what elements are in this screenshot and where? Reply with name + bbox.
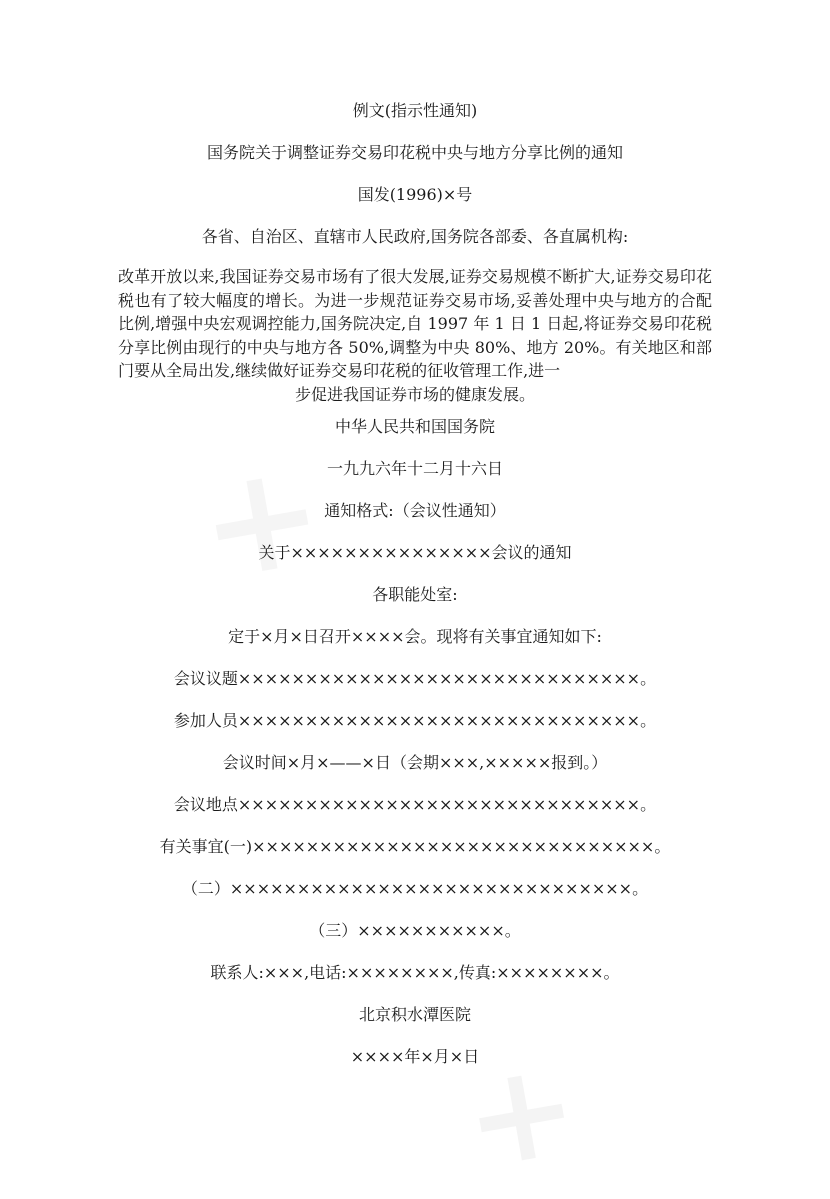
meeting-matters-2: （二）××××××××××××××××××××××××××××××。 xyxy=(181,879,649,898)
notice-title: 国务院关于调整证券交易印花税中央与地方分享比例的通知 xyxy=(206,143,623,162)
contact-info: 联系人:×××,电话:××××××××,传真:××××××××。 xyxy=(210,963,620,982)
meeting-place: 会议地点××××××××××××××××××××××××××××××。 xyxy=(173,795,657,814)
issuing-organization: 北京积水潭医院 xyxy=(358,1005,471,1024)
meeting-topic: 会议议题××××××××××××××××××××××××××××××。 xyxy=(173,669,657,688)
meeting-notice-title: 关于×××××××××××××××会议的通知 xyxy=(258,543,572,562)
meeting-time: 会议时间×月×——×日（会期×××,×××××报到。） xyxy=(222,753,608,772)
meeting-matters-1: 有关事宜(一)××××××××××××××××××××××××××××××。 xyxy=(159,837,671,856)
body-paragraph xyxy=(118,265,712,406)
document-number: 国发(1996)×号 xyxy=(357,185,473,204)
meeting-participants: 参加人员××××××××××××××××××××××××××××××。 xyxy=(173,711,657,730)
example-title: 例文(指示性通知) xyxy=(352,101,478,120)
signer: 中华人民共和国国务院 xyxy=(334,417,495,436)
meeting-date: ××××年×月×日 xyxy=(350,1047,480,1066)
meeting-recipients: 各职能处室: xyxy=(372,585,458,604)
meeting-intro: 定于×月×日召开××××会。现将有关事宜通知如下: xyxy=(228,627,602,646)
body-last-line: 步促进我国证券市场的健康发展。 xyxy=(294,384,535,404)
issue-date: 一九九六年十二月十六日 xyxy=(326,459,503,478)
body-main-text: 改革开放以来,我国证券交易市场有了很大发展,证券交易规模不断扩大,证券交易印花税也有了较大幅度的增长。为进一步规范证券交易市场,妥善处理中央与地方的合配比例,增强中央宏观调控能力,国务院决定,自 1997 年 1 日 1 日起,将证券交易印花税分享比例由现行的中央与地方各 50%,调整为中央 80%、地方 20%。有关地区和部门要从全局出发,继续做好证券交易印花税的征收管理工作,进一 xyxy=(118,267,712,380)
recipients: 各省、自治区、直辖市人民政府,国务院各部委、各直属机构: xyxy=(201,227,629,246)
format-label: 通知格式:（会议性通知） xyxy=(324,501,506,520)
meeting-matters-3: （三）×××××××××××。 xyxy=(309,921,521,940)
